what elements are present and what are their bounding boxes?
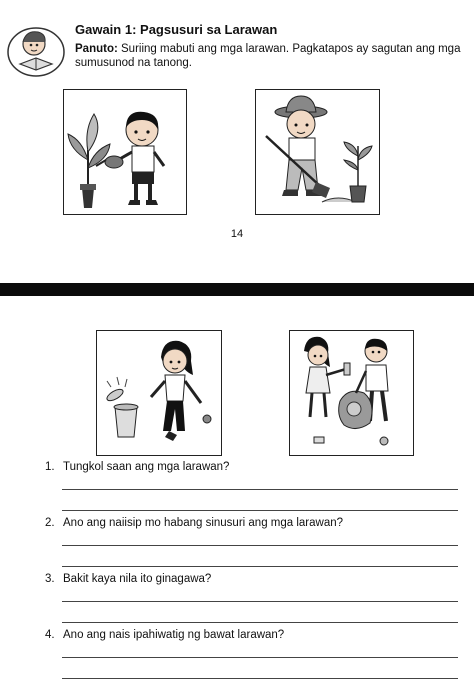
page-title: Gawain 1: Pagsusuri sa Larawan bbox=[75, 22, 278, 37]
instruction-lead: Panuto: bbox=[75, 43, 118, 55]
reading-child-avatar bbox=[6, 20, 70, 78]
instruction bbox=[75, 42, 467, 70]
answer-line[interactable] bbox=[62, 545, 458, 546]
illustration-boy-watering-plant bbox=[63, 89, 187, 215]
illustration-girl-throwing-trash bbox=[96, 330, 222, 456]
question-4 bbox=[45, 629, 284, 641]
question-text: Ano ang naiisip mo habang sinusuri ang mga larawan? bbox=[63, 517, 344, 529]
question-number: 3. bbox=[45, 573, 55, 585]
instruction-text: Suriing mabuti ang mga larawan. Pagkatapos ay sagutan ang mga sumusunod na tanong. bbox=[75, 43, 461, 69]
question-3 bbox=[45, 573, 211, 585]
question-number: 2. bbox=[45, 517, 55, 529]
page-number: 14 bbox=[230, 228, 244, 240]
page-divider bbox=[0, 283, 474, 296]
question-1 bbox=[45, 461, 229, 473]
answer-line[interactable] bbox=[62, 489, 458, 490]
answer-line[interactable] bbox=[62, 678, 458, 679]
answer-line[interactable] bbox=[62, 657, 458, 658]
question-number: 4. bbox=[45, 629, 55, 641]
question-text: Ano ang nais ipahiwatig ng bawat larawan? bbox=[63, 629, 285, 641]
question-number: 1. bbox=[45, 461, 55, 473]
question-text: Tungkol saan ang mga larawan? bbox=[63, 461, 230, 473]
answer-line[interactable] bbox=[62, 566, 458, 567]
answer-line[interactable] bbox=[62, 601, 458, 602]
question-text: Bakit kaya nila ito ginagawa? bbox=[63, 573, 212, 585]
answer-line[interactable] bbox=[62, 510, 458, 511]
question-2 bbox=[45, 517, 343, 529]
answer-line[interactable] bbox=[62, 622, 458, 623]
illustration-kids-collecting-trash bbox=[289, 330, 414, 456]
illustration-farmer-boy-planting bbox=[255, 89, 380, 215]
